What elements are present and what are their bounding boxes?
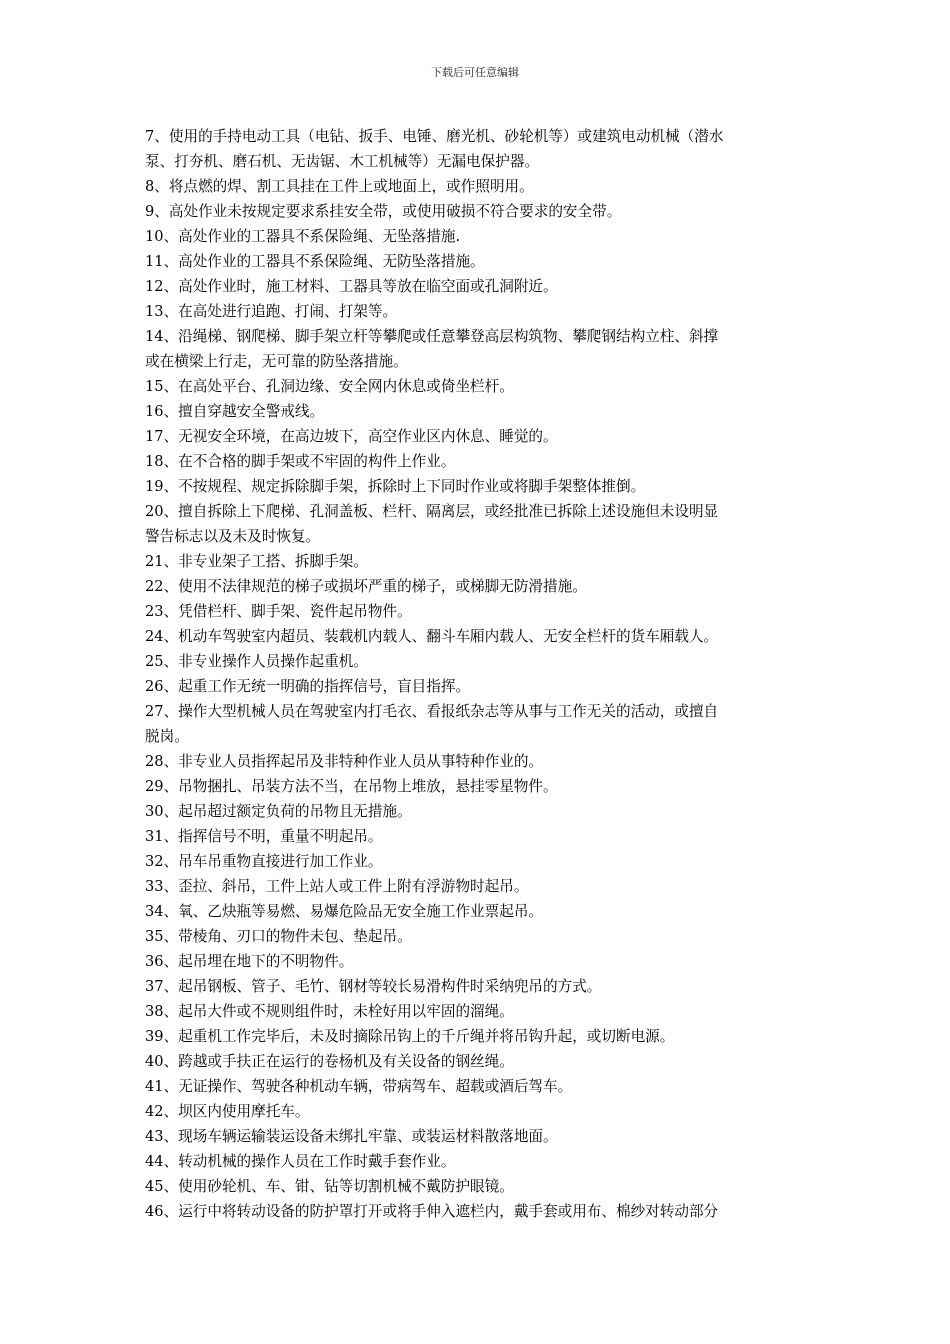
text-line: 42、坝区内使用摩托车。 bbox=[145, 1103, 310, 1120]
text-line: 24、机动车驾驶室内超员、装载机内载人、翻斗车厢内载人、无安全栏杆的货车厢载人。 bbox=[145, 628, 719, 645]
text-line: 25、非专业操作人员操作起重机。 bbox=[145, 653, 368, 670]
text-line: 41、无证操作、驾驶各种机动车辆，带病驾车、超载或酒后驾车。 bbox=[145, 1078, 573, 1095]
text-line: 39、起重机工作完毕后，未及时摘除吊钩上的千斤绳并将吊钩升起，或切断电源。 bbox=[145, 1028, 675, 1045]
text-line: 31、指挥信号不明，重量不明起吊。 bbox=[145, 828, 383, 845]
text-line: 46、运行中将转动设备的防护罩打开或将手伸入遮栏内，戴手套或用布、棉纱对转动部分 bbox=[145, 1203, 719, 1220]
text-line: 17、无视安全环境，在高边坡下，高空作业区内休息、睡觉的。 bbox=[145, 428, 558, 445]
text-line: 泵、打夯机、磨石机、无齿锯、木工机械等）无漏电保护器。 bbox=[145, 153, 540, 170]
text-line: 28、非专业人员指挥起吊及非特种作业人员从事特种作业的。 bbox=[145, 753, 544, 770]
text-line: 36、起吊埋在地下的不明物件。 bbox=[145, 953, 354, 970]
text-line: 30、起吊超过额定负荷的吊物且无措施。 bbox=[145, 803, 412, 820]
text-line: 14、沿绳梯、钢爬梯、脚手架立杆等攀爬或任意攀登高层构筑物、攀爬钢结构立柱、斜撑 bbox=[145, 328, 719, 345]
text-line: 19、不按规程、规定拆除脚手架，拆除时上下同时作业或将脚手架整体推倒。 bbox=[145, 478, 646, 495]
text-line: 27、操作大型机械人员在驾驶室内打毛衣、看报纸杂志等从事与工作无关的活动，或擅自 bbox=[145, 703, 719, 720]
text-line: 或在横梁上行走，无可靠的防坠落措施。 bbox=[145, 353, 408, 370]
text-line: 37、起吊钢板、管子、毛竹、钢材等较长易滑构件时采纳兜吊的方式。 bbox=[145, 978, 602, 995]
text-line: 22、使用不法律规范的梯子或损坏严重的梯子，或梯脚无防滑措施。 bbox=[145, 578, 587, 595]
text-line: 34、氧、乙炔瓶等易燃、易爆危险品无安全施工作业票起吊。 bbox=[145, 903, 544, 920]
text-line: 45、使用砂轮机、车、钳、钻等切割机械不戴防护眼镜。 bbox=[145, 1178, 514, 1195]
text-line: 29、吊物捆扎、吊装方法不当，在吊物上堆放，悬挂零星物件。 bbox=[145, 778, 558, 795]
text-line: 13、在高处进行追跑、打闹、打架等。 bbox=[145, 303, 398, 320]
text-line: 43、现场车辆运输装运设备未绑扎牢靠、或装运材料散落地面。 bbox=[145, 1128, 558, 1145]
text-line: 21、非专业架子工搭、拆脚手架。 bbox=[145, 553, 368, 570]
text-line: 9、高处作业未按规定要求系挂安全带，或使用破损不符合要求的安全带。 bbox=[145, 203, 622, 220]
text-line: 7、使用的手持电动工具（电钻、扳手、电锤、磨光机、砂轮机等）或建筑电动机械（潜水 bbox=[145, 128, 724, 145]
page-header: 下载后可任意编辑 bbox=[431, 66, 519, 79]
document-body bbox=[145, 124, 810, 1224]
text-line: 38、起吊大件或不规则组件时，未栓好用以牢固的溜绳。 bbox=[145, 1003, 514, 1020]
text-line: 8、将点燃的焊、割工具挂在工件上或地面上，或作照明用。 bbox=[145, 178, 534, 195]
text-line: 32、吊车吊重物直接进行加工作业。 bbox=[145, 853, 383, 870]
text-line: 40、跨越或手扶正在运行的卷杨机及有关设备的钢丝绳。 bbox=[145, 1053, 514, 1070]
text-line: 18、在不合格的脚手架或不牢固的构件上作业。 bbox=[145, 453, 456, 470]
text-line: 脱岗。 bbox=[145, 728, 189, 745]
text-line: 44、转动机械的操作人员在工作时戴手套作业。 bbox=[145, 1153, 456, 1170]
text-line: 11、高处作业的工器具不系保险绳、无防坠落措施。 bbox=[145, 253, 485, 270]
text-line: 警告标志以及未及时恢复。 bbox=[145, 528, 321, 545]
text-line: 35、带棱角、刃口的物件未包、垫起吊。 bbox=[145, 928, 412, 945]
text-line: 20、擅自拆除上下爬梯、孔洞盖板、栏杆、隔离层，或经批准已拆除上述设施但未设明显 bbox=[145, 503, 719, 520]
text-line: 33、歪拉、斜吊，工件上站人或工件上附有浮游物时起吊。 bbox=[145, 878, 529, 895]
text-line: 23、凭借栏杆、脚手架、瓷件起吊物件。 bbox=[145, 603, 412, 620]
text-line: 16、擅自穿越安全警戒线。 bbox=[145, 403, 325, 420]
text-line: 10、高处作业的工器具不系保险绳、无坠落措施. bbox=[145, 228, 461, 245]
text-line: 26、起重工作无统一明确的指挥信号，盲目指挥。 bbox=[145, 678, 471, 695]
text-line: 12、高处作业时，施工材料、工器具等放在临空面或孔洞附近。 bbox=[145, 278, 558, 295]
text-line: 15、在高处平台、孔洞边缘、安全网内休息或倚坐栏杆。 bbox=[145, 378, 514, 395]
